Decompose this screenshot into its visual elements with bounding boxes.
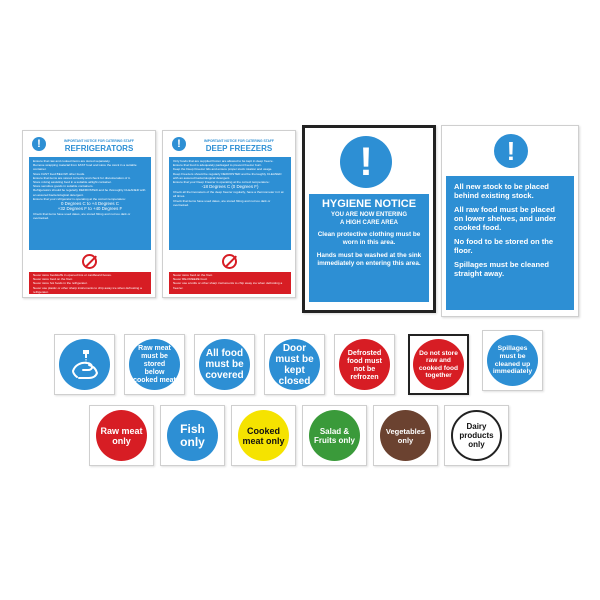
body-line: Remove wrapping material from FAST food and store the stock in a suitable container. <box>33 163 137 172</box>
dairy-products-only-text: Dairy products only <box>459 422 494 449</box>
body-line: Check that items have used dates, are stored fitting and not too dark or overlooked. <box>173 198 271 207</box>
refrigerators-notice: IMPORTANT NOTICE FOR CATERING STAFF <box>64 139 134 143</box>
stock-notice-sign <box>441 125 579 317</box>
hygiene-line-1: YOU ARE NOW ENTERING <box>330 212 408 218</box>
dairy-products-only-circle <box>451 410 502 461</box>
food-covered-sign <box>194 334 255 395</box>
cooked-meat-only-circle <box>238 410 289 461</box>
refrigerators-title-text: REFRIGERATORS <box>64 144 134 153</box>
warning-line: Never store hot foods in the refrigerator. <box>33 281 88 286</box>
body-line: Keep the Deep Freezer lids and ensure proper stock rotation and usage. <box>173 167 273 172</box>
stock-line-4: Spillages must be cleaned straight away. <box>454 260 549 278</box>
handwash-sign <box>54 334 115 395</box>
temperature-line: -18 Degrees C (0 Degrees F) <box>201 184 259 190</box>
salad-fruits-only-sign <box>302 405 367 466</box>
raw-meat-below-text: Raw meat must be stored below cooked meat <box>133 344 176 384</box>
body-line: Deep Freezers should be regularly DEFROSTED and be thoroughly CLEANED with an assured bacteriological detergent. <box>173 171 282 180</box>
body-line: Store FAST food BELOW other foods. <box>33 171 86 176</box>
refrigerators-sign <box>22 130 156 298</box>
raw-cooked-separate-text: Do not store raw and cooked food together <box>418 349 459 379</box>
vegetables-only-sign <box>373 405 438 466</box>
body-line: Check all thermometers of the deep freezer regularly, have a thermometer in it at all times. <box>173 190 284 199</box>
refrigerators-warning <box>29 272 151 294</box>
food-covered-circle <box>199 339 250 390</box>
spillages-text: Spillages must be cleaned up immediately <box>492 344 533 376</box>
exclamation-icon: ! <box>172 137 186 151</box>
deep-freezers-body <box>169 157 291 250</box>
body-line: Ensure that items are stored correctly and check for discolouration of it. <box>33 175 131 180</box>
vegetables-only-text: Vegetables only <box>385 426 426 445</box>
raw-meat-below-sign <box>124 334 185 395</box>
fish-only-circle <box>167 410 218 461</box>
body-line: Ensure that food is adequately packaged to prevent freezer burn. <box>173 163 263 168</box>
raw-cooked-separate-sign <box>408 334 469 395</box>
warning-line: Never use a knife or other sharp instruments to chip away ice when defrosting a freezer. <box>173 281 283 290</box>
body-line: Store mixing assisting food in a suitable airtight container. <box>33 180 112 185</box>
raw-cooked-separate-circle <box>413 339 464 390</box>
deep-freezers-title-text: DEEP FREEZERS <box>205 144 273 153</box>
spillages-circle <box>487 335 538 386</box>
stock-line-3: No food to be stored on the floor. <box>454 237 554 255</box>
body-line: Refrigerators should be regularly DEFROSTED and be thoroughly CLEANED with an assured bacteriological detergent. <box>33 188 146 197</box>
hygiene-line-2: A HIGH CARE AREA <box>340 220 398 226</box>
deep-freezers-notice: IMPORTANT NOTICE FOR CATERING STAFF <box>204 139 274 143</box>
hygiene-notice-sign <box>302 125 436 313</box>
door-closed-sign <box>264 334 325 395</box>
salad-fruits-only-text: Salad & Fruits only <box>314 426 355 445</box>
salad-fruits-only-circle <box>309 410 360 461</box>
prohibition-icon <box>82 254 97 269</box>
hygiene-body <box>309 194 429 302</box>
warning-line: Never store foodstuffs in opened tins or cardboard boxes. <box>33 273 112 277</box>
body-line: Ensure that your Deep Freezer is operating at the correct temperature: <box>173 180 270 185</box>
raw-meat-only-text: Raw meat only <box>100 425 143 446</box>
food-covered-text: All food must be covered <box>205 348 244 381</box>
not-refrozen-circle <box>339 339 390 390</box>
prohibition-icon <box>222 254 237 269</box>
exclamation-icon: ! <box>32 137 46 151</box>
body-line: Ensure that raw and cooked items are stored separately. <box>33 159 111 163</box>
handwash-icon <box>67 347 103 383</box>
spillages-sign <box>482 330 543 391</box>
body-line: Store sensitive goods in suitable containers. <box>33 184 94 189</box>
refrigerators-body <box>29 157 151 250</box>
warning-line: Never use plastic or other sharp instruments to chip away ice when defrosting a refrigerator. <box>33 285 142 294</box>
warning-line: Never store food on the floor. <box>173 273 213 277</box>
exclamation-icon: ! <box>494 134 528 168</box>
raw-meat-only-sign <box>89 405 154 466</box>
raw-meat-below-circle <box>129 339 180 390</box>
deep-freezers-sign <box>162 130 296 298</box>
vegetables-only-circle <box>380 410 431 461</box>
door-closed-text: Door must be kept closed <box>275 342 314 387</box>
dairy-products-only-sign <box>444 405 509 466</box>
hygiene-line-4: Hands must be washed at the sink immediately on entering this area. <box>316 252 422 267</box>
deep-freezers-warning <box>169 272 291 294</box>
not-refrozen-text: Defrosted food must not be refrozen <box>347 347 382 381</box>
stock-line-2: All raw food must be placed on lower shelves, and under cooked food. <box>454 205 557 232</box>
exclamation-icon: ! <box>340 136 392 188</box>
not-refrozen-sign <box>334 334 395 395</box>
fish-only-sign <box>160 405 225 466</box>
body-line: Ensure that your refrigerator is operating at the correct temperature: <box>33 196 126 201</box>
temperature-line: +32 Degrees F to +40 Degrees F <box>57 206 123 212</box>
fish-only-text: Fish only <box>180 421 205 449</box>
body-line: Check that items have used dates, are stored fitting and not too dark or overlooked. <box>33 211 131 221</box>
cooked-meat-only-sign <box>231 405 296 466</box>
door-closed-circle <box>269 339 320 390</box>
refrigerators-title <box>49 144 149 154</box>
deep-freezers-title <box>189 144 289 154</box>
stock-line-1: All new stock to be placed behind existing stock. <box>454 182 549 200</box>
raw-meat-only-circle <box>96 410 147 461</box>
stock-body <box>446 176 574 310</box>
handwash-circle <box>59 339 110 390</box>
cooked-meat-only-text: Cooked meat only <box>242 425 285 446</box>
hygiene-title: HYGIENE NOTICE <box>321 198 417 210</box>
hygiene-line-3: Clean protective clothing must be worn in this area. <box>317 231 421 246</box>
body-line: Only foods that are supplied frozen are allowed to be kept in deep freeze. <box>173 159 274 163</box>
warning-line: Never RE-FREEZE food. <box>173 277 208 282</box>
warning-line: Never store food on the floor. <box>33 277 73 282</box>
temperature-line: 0 Degrees C to +4 Degrees C <box>61 201 119 207</box>
